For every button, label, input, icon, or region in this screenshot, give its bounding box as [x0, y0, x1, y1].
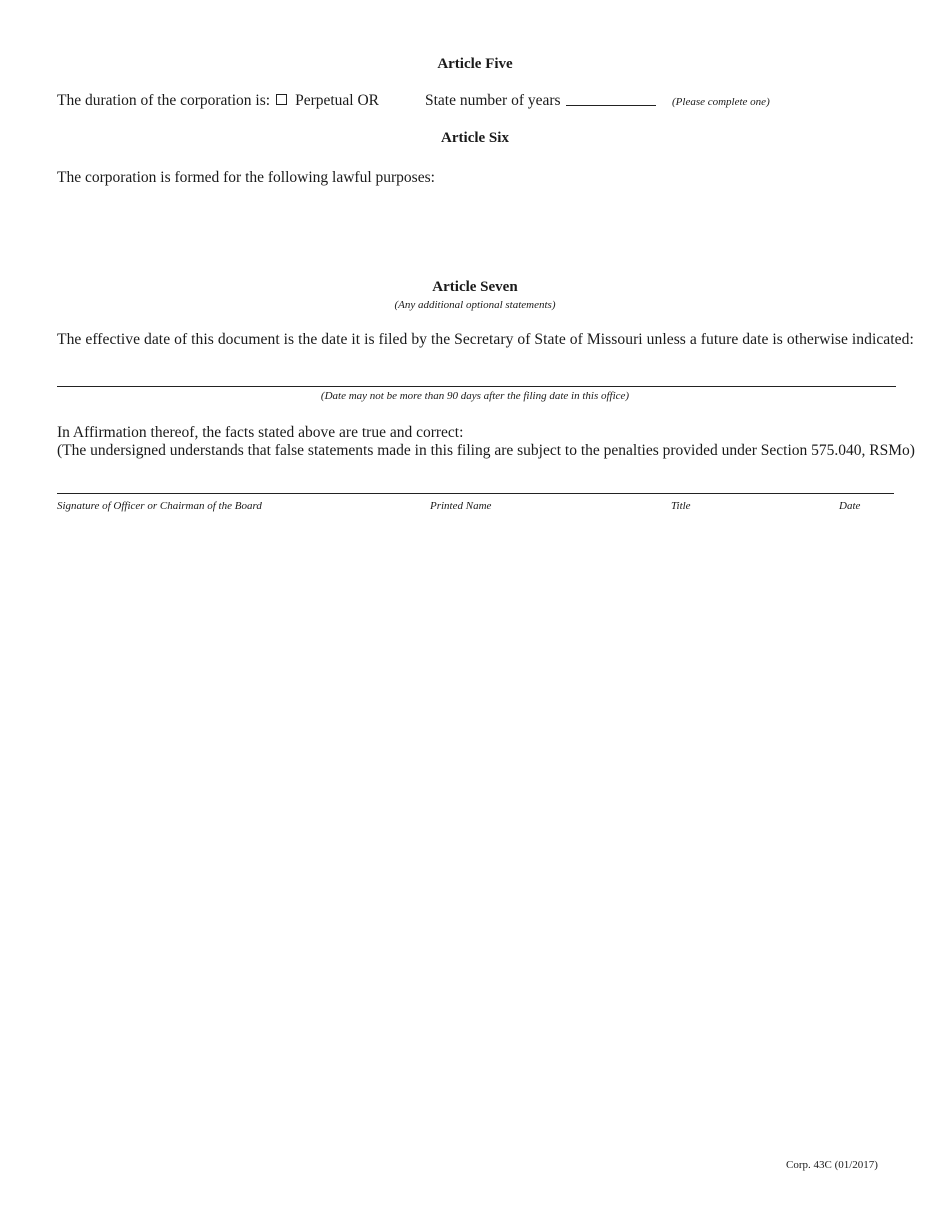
purposes-label: The corporation is formed for the following lawful purposes:	[57, 169, 435, 186]
date-note: (Date may not be more than 90 days after the filing date in this office)	[320, 390, 630, 402]
article-six-heading: Article Six	[441, 130, 509, 146]
years-input[interactable]	[566, 105, 656, 106]
complete-one-note: (Please complete one)	[672, 96, 770, 108]
duration-row	[57, 92, 379, 110]
form-id: Corp. 43C (01/2017)	[786, 1159, 878, 1171]
signature-label: Signature of Officer or Chairman of the Board	[57, 500, 262, 512]
article-seven-subheading: (Any additional optional statements)	[394, 299, 556, 311]
article-five-heading: Article Five	[437, 56, 513, 72]
article-seven-heading: Article Seven	[432, 279, 518, 295]
affirmation-line2: (The undersigned understands that false statements made in this filing are subject to the penalties provided under Section 575.040, RSMo)	[57, 442, 915, 459]
printed-name-label: Printed Name	[430, 500, 492, 512]
signature-line[interactable]	[57, 493, 894, 494]
years-label: State number of years	[425, 92, 561, 109]
effective-date-input[interactable]	[57, 386, 896, 387]
perpetual-label: Perpetual OR	[295, 92, 380, 109]
perpetual-checkbox[interactable]	[276, 94, 287, 105]
date-label: Date	[839, 500, 861, 512]
duration-label: The duration of the corporation is:	[57, 92, 271, 109]
affirmation-line1: In Affirmation thereof, the facts stated above are true and correct:	[57, 424, 464, 441]
effective-date-text: The effective date of this document is the date it is filed by the Secretary of State of Missouri unless a future date is otherwise indicated:	[57, 331, 914, 348]
purposes-input-area[interactable]	[57, 192, 895, 270]
title-label: Title	[671, 500, 691, 512]
